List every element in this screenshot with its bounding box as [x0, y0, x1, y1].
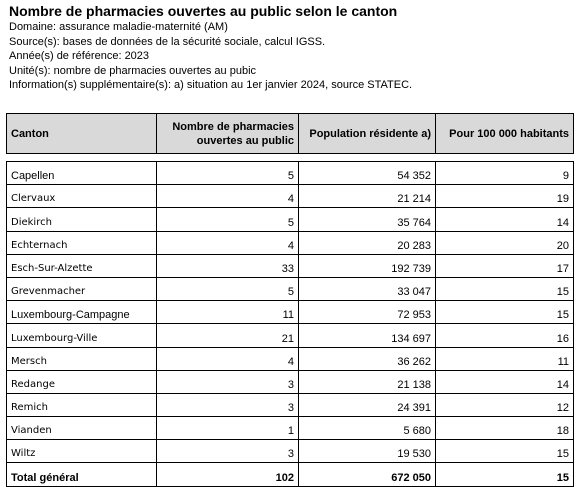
canton-cell: Luxembourg-Campagne: [7, 301, 157, 324]
table-header-row: [7, 114, 574, 154]
pharmacies-cell: 4: [157, 231, 299, 254]
population-cell: 20 283: [299, 231, 436, 254]
header-gap-row: [7, 154, 574, 162]
canton-cell: Esch-Sur-Alzette: [7, 254, 157, 277]
column-header-pharmacies: Nombre de pharmacies ouvertes au public: [157, 114, 299, 154]
canton-cell: Diekirch: [7, 208, 157, 231]
canton-cell: Vianden: [7, 417, 157, 440]
table-row: [7, 231, 574, 254]
additional-info-line: Information(s) supplémentaire(s): a) situation au 1er janvier 2024, source STATEC.: [9, 79, 413, 91]
domain-line: Domaine: assurance maladie-maternité (AM): [9, 21, 228, 33]
column-header-population: Population résidente a): [299, 114, 436, 154]
pharmacies-cell: 21: [157, 324, 299, 347]
per-100k-cell: 15: [436, 277, 574, 300]
pharmacies-cell: 5: [157, 162, 299, 185]
population-cell: 54 352: [299, 162, 436, 185]
canton-cell: Echternach: [7, 231, 157, 254]
population-cell: 21 138: [299, 370, 436, 393]
population-cell: 21 214: [299, 185, 436, 208]
per-100k-cell: 12: [436, 393, 574, 416]
population-cell: 24 391: [299, 393, 436, 416]
per-100k-cell: 20: [436, 231, 574, 254]
page-title: Nombre de pharmacies ouvertes au public selon le canton: [9, 3, 398, 19]
table-row: [7, 277, 574, 300]
pharmacies-cell: 3: [157, 440, 299, 463]
table-row: [7, 185, 574, 208]
canton-cell: Luxembourg-Ville: [7, 324, 157, 347]
population-cell: 134 697: [299, 324, 436, 347]
canton-cell: Clervaux: [7, 185, 157, 208]
total-per-100k-cell: 15: [436, 463, 574, 486]
per-100k-cell: 17: [436, 254, 574, 277]
per-100k-cell: 14: [436, 370, 574, 393]
total-population-cell: 672 050: [299, 463, 436, 486]
reference-year-line: Année(s) de référence: 2023: [9, 50, 150, 62]
canton-cell: Mersch: [7, 347, 157, 370]
per-100k-cell: 15: [436, 301, 574, 324]
table-row: [7, 417, 574, 440]
population-cell: 35 764: [299, 208, 436, 231]
canton-cell: Capellen: [7, 162, 157, 185]
total-row: [7, 463, 574, 486]
per-100k-cell: 11: [436, 347, 574, 370]
canton-cell: Grevenmacher: [7, 277, 157, 300]
table-row: [7, 370, 574, 393]
pharmacies-cell: 5: [157, 208, 299, 231]
pharmacies-cell: 1: [157, 417, 299, 440]
per-100k-cell: 14: [436, 208, 574, 231]
pharmacies-cell: 3: [157, 370, 299, 393]
pharmacies-cell: 3: [157, 393, 299, 416]
table-row: [7, 162, 574, 185]
table-row: [7, 301, 574, 324]
per-100k-cell: 15: [436, 440, 574, 463]
pharmacies-cell: 4: [157, 185, 299, 208]
table-metadata: [9, 3, 569, 93]
per-100k-cell: 9: [436, 162, 574, 185]
population-cell: 36 262: [299, 347, 436, 370]
column-header-canton: Canton: [7, 114, 157, 154]
unit-line: Unité(s): nombre de pharmacies ouvertes au pubic: [9, 64, 257, 77]
table-row: [7, 208, 574, 231]
table-row: [7, 324, 574, 347]
pharmacies-cell: 33: [157, 254, 299, 277]
per-100k-cell: 16: [436, 324, 574, 347]
pharmacies-cell: 5: [157, 277, 299, 300]
table-row: [7, 440, 574, 463]
per-100k-cell: 19: [436, 185, 574, 208]
table-row: [7, 254, 574, 277]
header-gap-cell: [7, 154, 574, 162]
population-cell: 33 047: [299, 277, 436, 300]
canton-cell: Redange: [7, 370, 157, 393]
canton-cell: Remich: [7, 393, 157, 416]
table-row: [7, 347, 574, 370]
per-100k-cell: 18: [436, 417, 574, 440]
pharmacies-table: [6, 113, 574, 487]
population-cell: 72 953: [299, 301, 436, 324]
source-line: Source(s): bases de données de la sécurité sociale, calcul IGSS.: [9, 35, 326, 48]
pharmacies-cell: 4: [157, 347, 299, 370]
total-pharmacies-cell: 102: [157, 463, 299, 486]
total-label-cell: Total général: [7, 463, 157, 486]
column-header-per-100k: Pour 100 000 habitants: [436, 114, 574, 154]
canton-cell: Wiltz: [7, 440, 157, 463]
population-cell: 192 739: [299, 254, 436, 277]
table-row: [7, 393, 574, 416]
population-cell: 19 530: [299, 440, 436, 463]
population-cell: 5 680: [299, 417, 436, 440]
pharmacies-cell: 11: [157, 301, 299, 324]
